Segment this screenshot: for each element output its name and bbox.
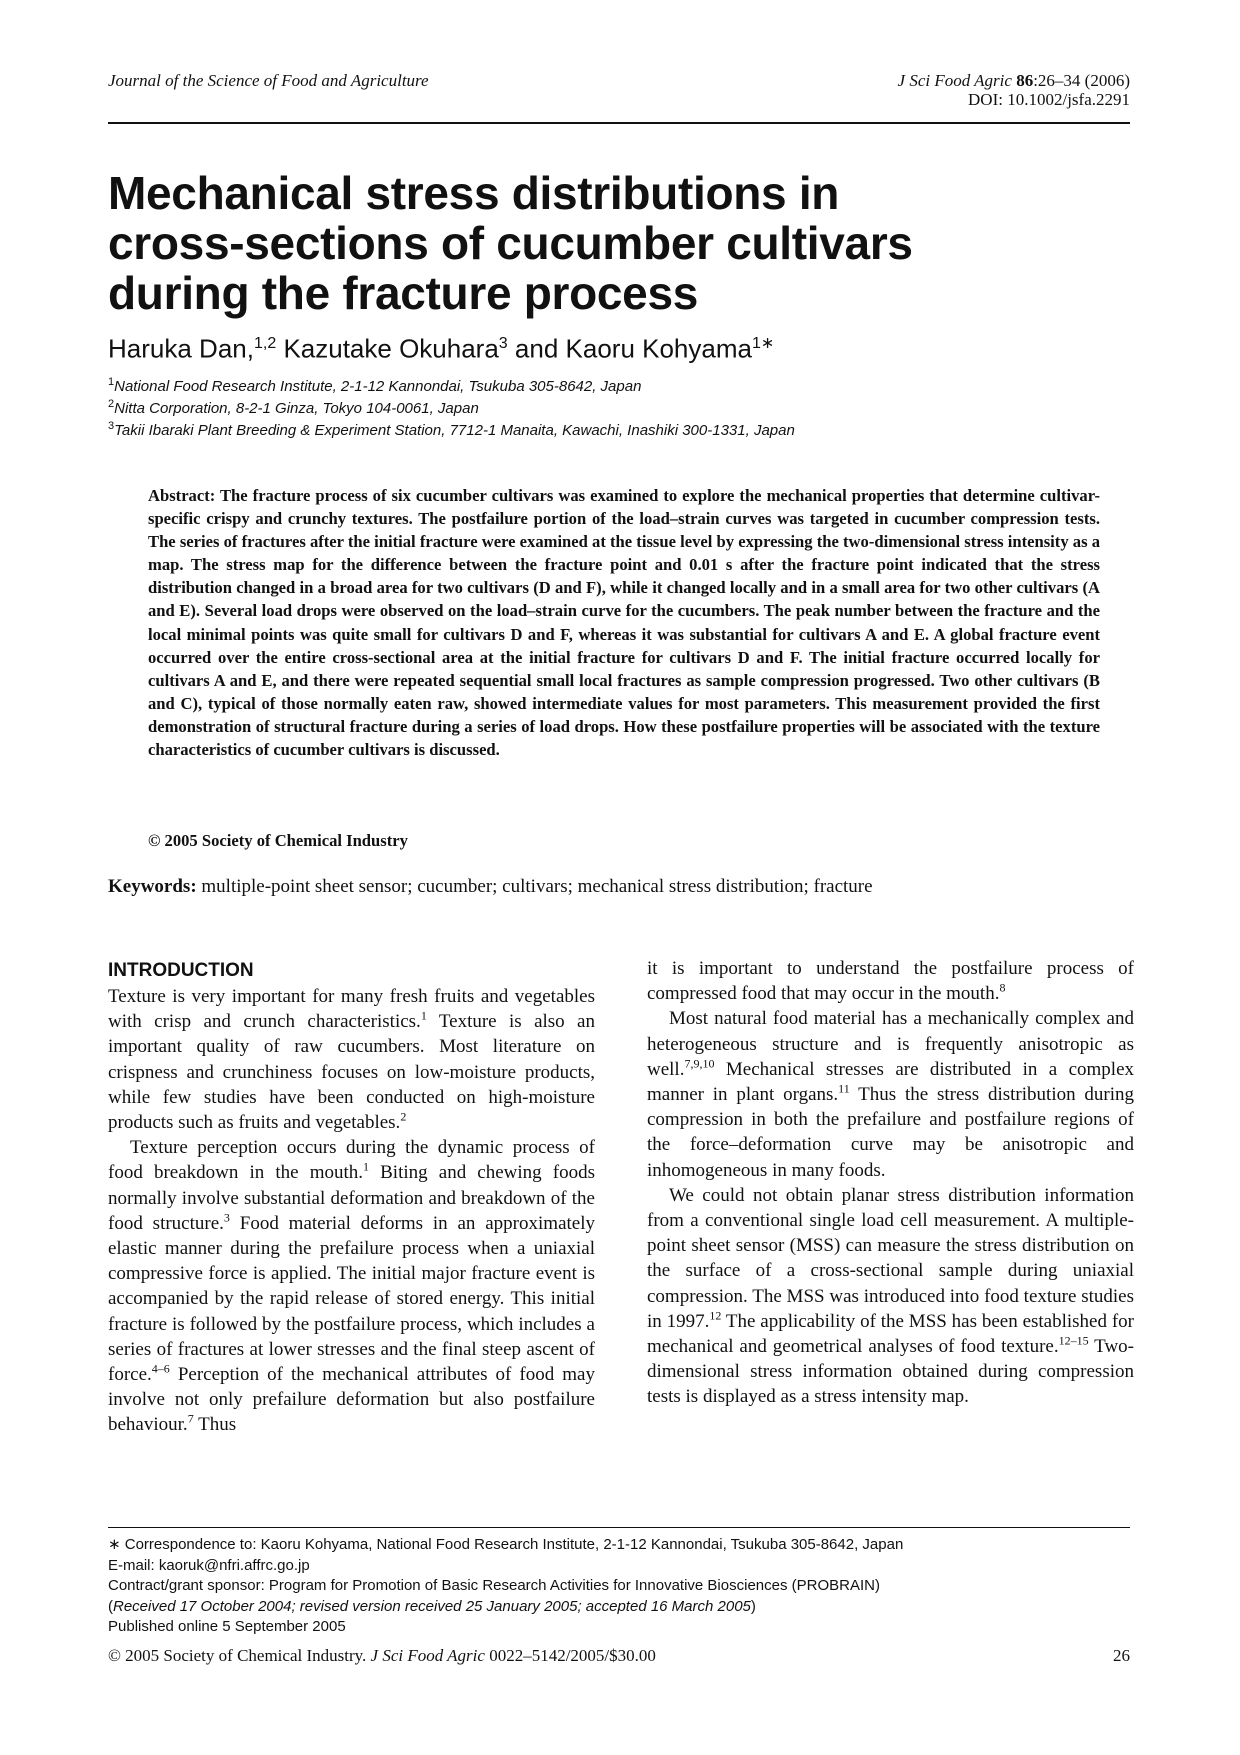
received-dates: Received 17 October 2004; revised version received 25 January 2005; accepted 16 March 2005	[113, 1597, 751, 1615]
text-run: Perception of the mechanical attributes of food may involve not only prefailure deformation but also postfailure behaviour.	[108, 1364, 595, 1436]
citation-sup: 7	[187, 1412, 194, 1427]
published-note: Published online 5 September 2005	[108, 1618, 346, 1635]
correspondence-note: ∗ Correspondence to: Kaoru Kohyama, National Food Research Institute, 2-1-12 Kannondai, Tsukuba 305-8642, Japan	[108, 1536, 904, 1553]
citation-sup: 2	[400, 1109, 407, 1124]
body-paragraph	[647, 956, 1134, 1006]
footer-copyright: © 2005 Society of Chemical Industry.	[108, 1646, 371, 1665]
citation-sup: 7,9,10	[684, 1056, 715, 1071]
doi: DOI: 10.1002/jsfa.2291	[968, 90, 1130, 109]
author-name: and Kaoru Kohyama	[507, 333, 752, 364]
title-line: Mechanical stress distributions in	[108, 167, 840, 219]
text-run: Texture is also an important quality of raw cucumbers. Most literature on crispness and crunchiness focuses on low-moisture products, while few studies have been conducted on high-moisture products such as fruits and vegetables.	[108, 1011, 595, 1134]
citation-sup: 1	[420, 1008, 427, 1023]
text-run: Texture perception occurs during the dynamic process of food breakdown in the mouth.	[108, 1137, 595, 1184]
citation-sup: 1	[363, 1160, 370, 1175]
running-header	[108, 68, 1130, 124]
text-run: The applicability of the MSS has been established for mechanical and geometrical analyses of food texture.	[647, 1310, 1134, 1358]
abstract: Abstract: The fracture process of six cucumber cultivars was examined to explore the mechanical properties that determine cultivar-specific crispy and crunchy textures. The postfailure portion of the load–strain curves was targeted in cucumber compression tests. The series of fractures after the initial fracture were examined at the tissue level by expressing the two-dimensional stress intensity as a map. The stress map for the difference between the fracture point and 0.01 s after the fracture point indicated that the stress distribution changed in a broad area for two cultivars (D and F), while it changed locally and in a small area for two other cultivars (A and E). Several load drops were observed on the load–strain curve for the cucumbers. The peak number between the fracture and the local minimal points was quite small for cultivars D and F, whereas it was substantial for cultivars A and E. A global fracture event occurred over the entire cross-sectional area at the initial fracture for cultivars D and F. The initial fracture occurred locally for cultivars A and E, and there were repeated sequential small local fractures as sample compression progressed. Two other cultivars (B and C), typical of those normally eaten raw, showed intermediate values for most parameters. This measurement provided the first demonstration of structural fracture during a series of load drops. How these postfailure properties will be associated with the texture characteristics of cucumber cultivars is discussed.	[148, 486, 1100, 760]
affiliation-sup: 3	[108, 420, 115, 432]
citation-sup: 8	[999, 980, 1006, 995]
citation-block	[898, 71, 1130, 109]
sponsor-note: Contract/grant sponsor: Program for Promotion of Basic Research Activities for Innovative Biosciences (PROBRAIN)	[108, 1577, 880, 1594]
footnote-rule	[108, 1527, 1130, 1528]
body-paragraph	[647, 1006, 1134, 1182]
left-column	[108, 958, 595, 1438]
citation-sup: 12	[709, 1308, 722, 1323]
author-name: Haruka Dan,	[108, 333, 254, 364]
text-run: Mechanical stresses are distributed in a complex manner in plant organs.	[647, 1058, 1134, 1106]
body-paragraph	[108, 984, 595, 1135]
affiliation-text: Nitta Corporation, 8-2-1 Ginza, Tokyo 104-0061, Japan	[114, 400, 479, 417]
affiliation	[108, 416, 795, 441]
footer-issn: 0022–5142/2005/$30.00	[484, 1646, 656, 1665]
author-affil-sup: 1,2	[253, 335, 277, 352]
author-affil-sup: 3	[498, 335, 508, 352]
affiliation-sup: 2	[108, 398, 115, 410]
paper-title	[108, 168, 1008, 318]
citation-sup: 3	[223, 1210, 230, 1225]
author-list	[108, 329, 774, 364]
citation-sup: 12–15	[1058, 1333, 1089, 1348]
keywords	[108, 876, 873, 898]
text-run: Most natural food material has a mechanically complex and heterogeneous structure and is frequently anisotropic as well.	[647, 1008, 1134, 1080]
author-name: Kazutake Okuhara	[276, 333, 499, 364]
citation-sup: 11	[838, 1081, 850, 1096]
body-paragraph	[108, 1135, 595, 1437]
citation-journal: J Sci Food Agric	[897, 71, 1012, 90]
text-run: it is important to understand the postfailure process of compressed food that may occur in the mouth.	[647, 958, 1134, 1005]
text-run: Biting and chewing foods normally involve substantial deformation and breakdown of the food structure.	[108, 1162, 596, 1234]
right-column	[647, 956, 1134, 1410]
citation-pages: :26–34 (2006)	[1033, 71, 1130, 90]
received-note: (Received 17 October 2004; revised version received 25 January 2005; accepted 16 March 2005)	[108, 1597, 756, 1615]
right-column-body	[647, 956, 1134, 1410]
section-heading-introduction: INTRODUCTION	[108, 960, 254, 981]
text-run: Thus the stress distribution during compression in both the prefailure and postfailure regions of the force–deformation curve may be anisotropic and inhomogeneous in many foods.	[647, 1084, 1134, 1181]
page-footer	[108, 1646, 1130, 1666]
title-line: cross-sections of cucumber cultivars	[108, 217, 913, 269]
keywords-label: Keywords:	[108, 876, 197, 897]
affiliation-text: Takii Ibaraki Plant Breeding & Experiment Station, 7712-1 Manaita, Kawachi, Inashiki 300-1331, Japan	[114, 422, 795, 439]
body-paragraph	[647, 1183, 1134, 1410]
text-run: Food material deforms in an approximately elastic manner during the prefailure process when a uniaxial compressive force is applied. The initial major fracture event is accompanied by the rapid release of stored energy. This initial fracture is followed by the postfailure process, which includes a series of fractures at lower stresses and the final steep ascent of force.	[108, 1212, 595, 1386]
journal-name: Journal of the Science of Food and Agriculture	[108, 71, 429, 90]
affiliation-text: National Food Research Institute, 2-1-12 Kannondai, Tsukuba 305-8642, Japan	[114, 378, 642, 395]
author-affil-sup: 1∗	[751, 335, 775, 352]
page-number: 26	[1113, 1646, 1130, 1665]
citation-volume: 86	[1016, 71, 1034, 90]
abstract-copyright: © 2005 Society of Chemical Industry	[148, 831, 408, 850]
citation-sup: 4–6	[151, 1361, 170, 1376]
affiliation-sup: 1	[108, 376, 115, 388]
text-run: Thus	[193, 1414, 237, 1436]
keywords-list: multiple-point sheet sensor; cucumber; cultivars; mechanical stress distribution; fracture	[196, 876, 873, 897]
left-column-body	[108, 984, 595, 1438]
email-note: E-mail: kaoruk@nfri.affrc.go.jp	[108, 1556, 310, 1574]
footnotes	[108, 1535, 903, 1638]
title-line: during the fracture process	[108, 267, 699, 319]
text-run: Two-dimensional stress information obtained during compression tests is displayed as a stress intensity map.	[647, 1336, 1135, 1408]
text-run: Texture is very important for many fresh fruits and vegetables with crisp and crunch characteristics.	[108, 986, 595, 1033]
text-run: We could not obtain planar stress distribution information from a conventional single load cell measurement. A multiple-point sheet sensor (MSS) can measure the stress distribution on the surface of a cross-sectional sample during uniaxial compression. The MSS was introduced into food texture studies in 1997.	[647, 1184, 1134, 1332]
footer-journal: J Sci Food Agric	[370, 1646, 485, 1665]
